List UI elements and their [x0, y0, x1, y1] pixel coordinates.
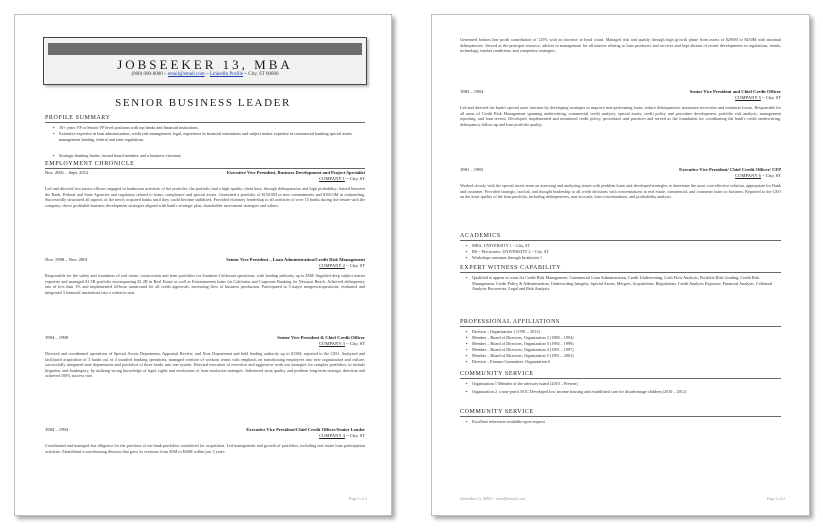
header-bar: [48, 43, 362, 55]
role-dates: Nov. 2001 – Sept. 2012: [45, 170, 89, 175]
role-company: COMPANY 2 ~ City, ST: [319, 263, 365, 268]
contact-phone: (000) 000-0000 ~: [131, 72, 168, 77]
linkedin-link[interactable]: LinkedIn Profile: [209, 72, 244, 77]
affiliation-item: ▪ Director – Finance Committee, Organization 6: [466, 359, 551, 364]
role-company: COMPANY 1 ~ City, ST: [319, 176, 365, 181]
role-title: Executive Vice President/ Chief Credit Officer/ CFP: [679, 167, 781, 172]
page-number: Page 2 of 2: [766, 496, 785, 501]
resume-page-2: [431, 14, 810, 516]
contact-separator: ~: [204, 72, 210, 77]
headline: SENIOR BUSINESS LEADER: [115, 97, 291, 109]
role-description: Led and directed two junior officers engaged in bankroom activities of the portfolio; the portfolio had a high-quality client base, through delinquencies and high probability; liaised between the Bank, Federal and State Agencies and regulators related to loans, compliance and special assets. Generated a portfolio of $150.0M in new commitments and $100.0M in outstanding. Successfully structured all aspects of the newly acquired banks until they could become stabilized. Provided visionary leadership to all activities of over 15 banks during the tenure with the company; drove profitable business development strategies aligned with bank's strategic plan, shareholder investment strategies and values.: [45, 186, 365, 208]
role-dates: Nov. 1998 – Nov. 2001: [45, 257, 88, 262]
role-company: COMPANY 5 ~ City, ST: [735, 95, 781, 100]
community-item: ▪ Organization 1 Member of the advisory board (2010 – Present): [466, 381, 578, 386]
role-title: Executive Vice President/Chief Credit Officer/Senior Lender: [246, 427, 365, 432]
affiliation-item: ▪ Member – Board of Directors, Organization 2 (1988 – 1994): [466, 335, 574, 340]
role-description: Coordinated and managed due diligence for the purchase of ten bank portfolios considered for acquisition. Led management and growth of portfolios, including real estate loan participation activities. Established a warehousing division that grew its revenues from $5M to $40M within just 3 years.: [45, 443, 365, 454]
role-title: Senior Vice President & Chief Credit Officer: [277, 335, 365, 340]
role-description: Directed and coordinated operations of Special Assets Department, Appraisal Review, and Note Department and held lending authority up to $15M; reported to the CEO. Analyzed and facilitated acquisition of 3 banks out of 4 troubled banking operations, managed creation of workout teams with emphasis on transitioning employees into new organization and culture; successfully integrated note departments and portfolios of three banks into one system. Directed execution of executive and aggressive work out strategies for complex portfolios, to include litigation, and bankruptcy, by utilizing strong knowledge of legal, rights and resolutions of loan resolution strategies. Influenced asset quality and problem long-term strategic direction and achieved 100% success rate.: [45, 351, 365, 378]
profile-summary-heading: PROFILE SUMMARY: [45, 115, 365, 123]
affiliation-item: ▪ Member – Board of Directors, Organization 5 (1991 – 2001): [466, 353, 574, 358]
community-service-heading: COMMUNITY SERVICE: [460, 371, 781, 379]
role-title: Senior Vice President – Loan Administration/Credit Risk Management: [226, 257, 365, 262]
community-item: ▪ Organization 2, a non-profit 501C Developed low income housing and established care for disadvantage children (2010 – 2012): [466, 389, 687, 394]
role-description: Responsible for the safety and soundness of real estate, construction and term portfolios for Southern California operations, with lending authority up to $5M. Supplied deep subject matter expertise and managed $1.5B portfolio encompassing $1.2B in Real Estate as well as Entertainment loans for California and Corporate Banking for Newport Beach. Achieved delinquency rate of less than 1% and implemented 24-hour turnaround for all credit approvals, increasing flow of business production. Participated in 3 major mergers/acquisitions; evaluated and integrated 3 financial institutions into a cohesive unit.: [45, 273, 365, 295]
affiliation-item: ▪ Member – Board of Directors, Organization 4 (1991 – 1997): [466, 347, 574, 352]
role-title: Executive Vice President, Business Development and Project Specialist: [226, 170, 365, 175]
email-link[interactable]: email@email.com: [167, 72, 205, 77]
continued-description: Generated bottom line profit contribution of 125% with no increase in head count. Managed risk and quality through high growth phase from assets of $200M to $450M with minimal delinquencies. Served as the principal resource, advisor to management for all matters relating to loan producers and services and kept abreast of recent developments in regulations, trends, technology, market conditions, and competitor strategies.: [460, 37, 781, 53]
profile-bullet: ▪ 10+ years VP or Senior VP level positions with top banks and financial institutions.: [53, 125, 199, 130]
role-dates: 1994 – 1998: [45, 335, 68, 340]
contact-location: ~ City, ST 00000: [243, 72, 279, 77]
profile-bullet: ▪ Extensive expertise in loan administration, credit risk management, legal, experience in financial institutions and subject matter expertise in commercial banking special assets management lending, federal and state regulations.: [53, 131, 353, 142]
role-description: Led and directed the bank's special asset function by developing strategies to improve non-performing loans, reduce delinquencies, maximize recoveries and minimize losses. Responsible for all areas of Credit Risk Management spanning underwriting, commercial credit analysis, special assets, credit policy and procedure development, portfolio risk analysis, management reporting, and loan review. Developed, implemented and monitored credit policy, procedures and practices and served as the foundation for coordinating the bank's credit underwriting, delinquency follow-up and loan portfolio quality.: [460, 105, 781, 127]
name-header-box: [43, 37, 367, 85]
candidate-name: JOBSEEKER 13, MBA: [117, 57, 293, 72]
resume-page-1: [14, 14, 392, 516]
role-company: COMPANY 3 ~ City, ST: [319, 341, 365, 346]
academics-item: ▪ Workshops seminars through Institution 1: [466, 255, 543, 260]
expert-witness-item: ▪ Qualified to appear in court for Credit Risk Management, Commercial Loan Administration, Credit Underwriting, Cash Flow Analysis, Portfolio Risk Grading, Credit Risk Management, Credit Policy & Administration, Underwriting Integrity, Special Assets, Mergers, Acquisitions, Regulations, Credit Analysis Exposure, Financial Analysis, Collateral Analysis Recoveries, Legal and Risk Analysis.: [466, 275, 773, 291]
role-dates: 1981 – 1983: [460, 167, 483, 172]
community-service-heading-2: COMMUNITY SERVICE: [460, 409, 781, 417]
profile-bullet: ▪ Strategic banking leader, trusted board member, and a business visionary: [53, 153, 182, 158]
role-title: Senior Vice President and Chief Credit Officer: [689, 89, 781, 94]
employment-heading: EMPLOYMENT CHRONICLE: [45, 161, 365, 169]
role-company: COMPANY 4 ~ City, ST: [319, 433, 365, 438]
academics-item: ▪ MBA, UNIVERSITY 1 ~ City, ST: [466, 243, 531, 248]
references-item: ▪ Excellent references available upon request: [466, 419, 545, 424]
role-dates: 1983 – 1984: [460, 89, 483, 94]
affiliations-heading: PROFESSIONAL AFFILIATIONS: [460, 319, 781, 327]
page-footer-contact: Jobseeker 13, MBA ~ email@email.com: [460, 496, 526, 501]
affiliation-item: ▪ Member – Board of Directors, Organization 3 (1994 – 1999): [466, 341, 574, 346]
role-description: Worked closely with the special assets team on assessing and analyzing issues with problem loans and developed strategies to determine the most cost-effective solution, appropriate for Bank and customer. Provided strategic, tactical, and thought leadership to all credit decisions with concentrations in real estate, commercial, and consumer loans to business. Reported to the CEO on the asset quality of the loan portfolio, including delinquencies, non-accruals, loan concentrations, and profitability analysis.: [460, 183, 781, 199]
expert-witness-heading: EXPERT WITNESS CAPABILITY: [460, 265, 781, 273]
role-company: COMPANY 6 ~ City, ST: [735, 173, 781, 178]
affiliation-item: ▪ Director – Organization 1 (1991 – 2013): [466, 329, 540, 334]
contact-line: [44, 72, 366, 77]
role-dates: 1984 – 1994: [45, 427, 68, 432]
academics-heading: ACADEMICS: [460, 233, 781, 241]
page-number: Page 1 of 2: [348, 496, 367, 501]
academics-item: ▪ BS ~ Electronics, UNIVERSITY 2 ~ City, ST: [466, 249, 549, 254]
